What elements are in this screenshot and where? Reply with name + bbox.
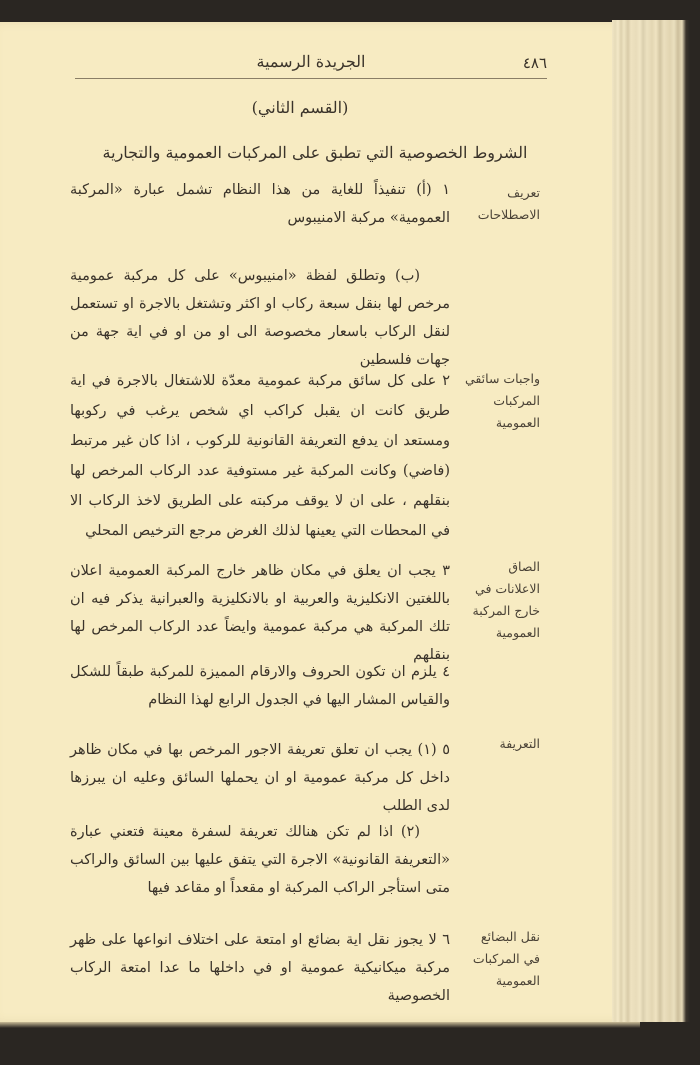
margin-note-tariff: التعريفة (499, 736, 540, 751)
margin-note-driver-duties: واجبات سائقي المركبات العمومية (464, 371, 540, 430)
running-header (75, 52, 547, 79)
margin-note-notices: الصاق الاعلانات في خارج المركبة العمومية (472, 559, 540, 640)
section-label: (القسم الثاني) (251, 98, 349, 117)
page-edges (612, 20, 690, 1022)
running-title: الجريدة الرسمية (256, 52, 366, 71)
clause-2: ٢ على كل سائق مركبة عمومية معدّة للاشتغال بالاجرة في اية طريق كانت ان يقبل كراكب اي شخص يرغب في ركوبها ومستعد ان يدفع التعريفة القانونية للركوب ، اذا كان غير مرتبط (فاضي) وكانت المركبة غير مستوفية عدد الركاب المرخص لها بنقلهم ، على ان لا يوقف مركبته على الطريق لاخذ الركاب الا في المحطات التي يعينها لذلك الغرض مرجع الترخيص المحلي (70, 373, 450, 539)
clause-5-1: ٥ (١) يجب ان تعلق تعريفة الاجور المرخص بها في مكان ظاهر داخل كل مركبة عمومية او ان يحملها السائق وعليه ان يبرزها لدى الطلب (70, 742, 450, 814)
margin-note-goods: نقل البضائع في المركبات العمومية (472, 929, 540, 988)
clause-4: ٤ يلزم ان تكون الحروف والارقام المميزة للمركبة طبقاً للشكل والقياس المشار اليها في الجدول الرابع لهذا النظام (70, 664, 450, 708)
clause-5-2: (٢) اذا لم تكن هنالك تعريفة لسفرة معينة فتعني عبارة «التعريفة القانونية» الاجرة التي يتفق عليها بين السائق والراكب متى استأجر الراكب المركبة او مقعداً او مقاعد فيها (70, 824, 450, 896)
clause-3: ٣ يجب ان يعلق في مكان ظاهر خارج المركبة العمومية اعلان باللغتين الانكليزية والعربية او بالانكليزية والعبرانية يذكر فيه ان تلك المركبة هي مركبة عمومية وايضاً عدد الركاب المرخص لها بنقلهم (70, 563, 450, 663)
clause-1b: (ب) وتطلق لفظة «امنيبوس» على كل مركبة عمومية مرخص لها بنقل سبعة ركاب او اكثر وتشتغل بالاجرة او تستعمل لنقل الركاب باسعار مخصوصة الى او من او في اية جهة من جهات فلسطين (70, 268, 450, 368)
clause-1a: ١ (أ) تنفيذاً للغاية من هذا النظام تشمل عبارة «المركبة العمومية» مركبة الامنيبوس (70, 182, 450, 226)
section-heading: الشروط الخصوصية التي تطبق على المركبات العمومية والتجارية (102, 143, 528, 162)
page-bottom-edge (0, 1022, 640, 1028)
clause-6: ٦ لا يجوز نقل اية بضائع او امتعة على اختلاف انواعها على ظهر مركبة ميكانيكية عمومية او في داخلها ما عدا امتعة الركاب الخصوصية (70, 932, 450, 1004)
page-number: ٤٨٦ (522, 54, 547, 72)
margin-note-definitions: تعريف الاصطلاحات (477, 185, 540, 222)
